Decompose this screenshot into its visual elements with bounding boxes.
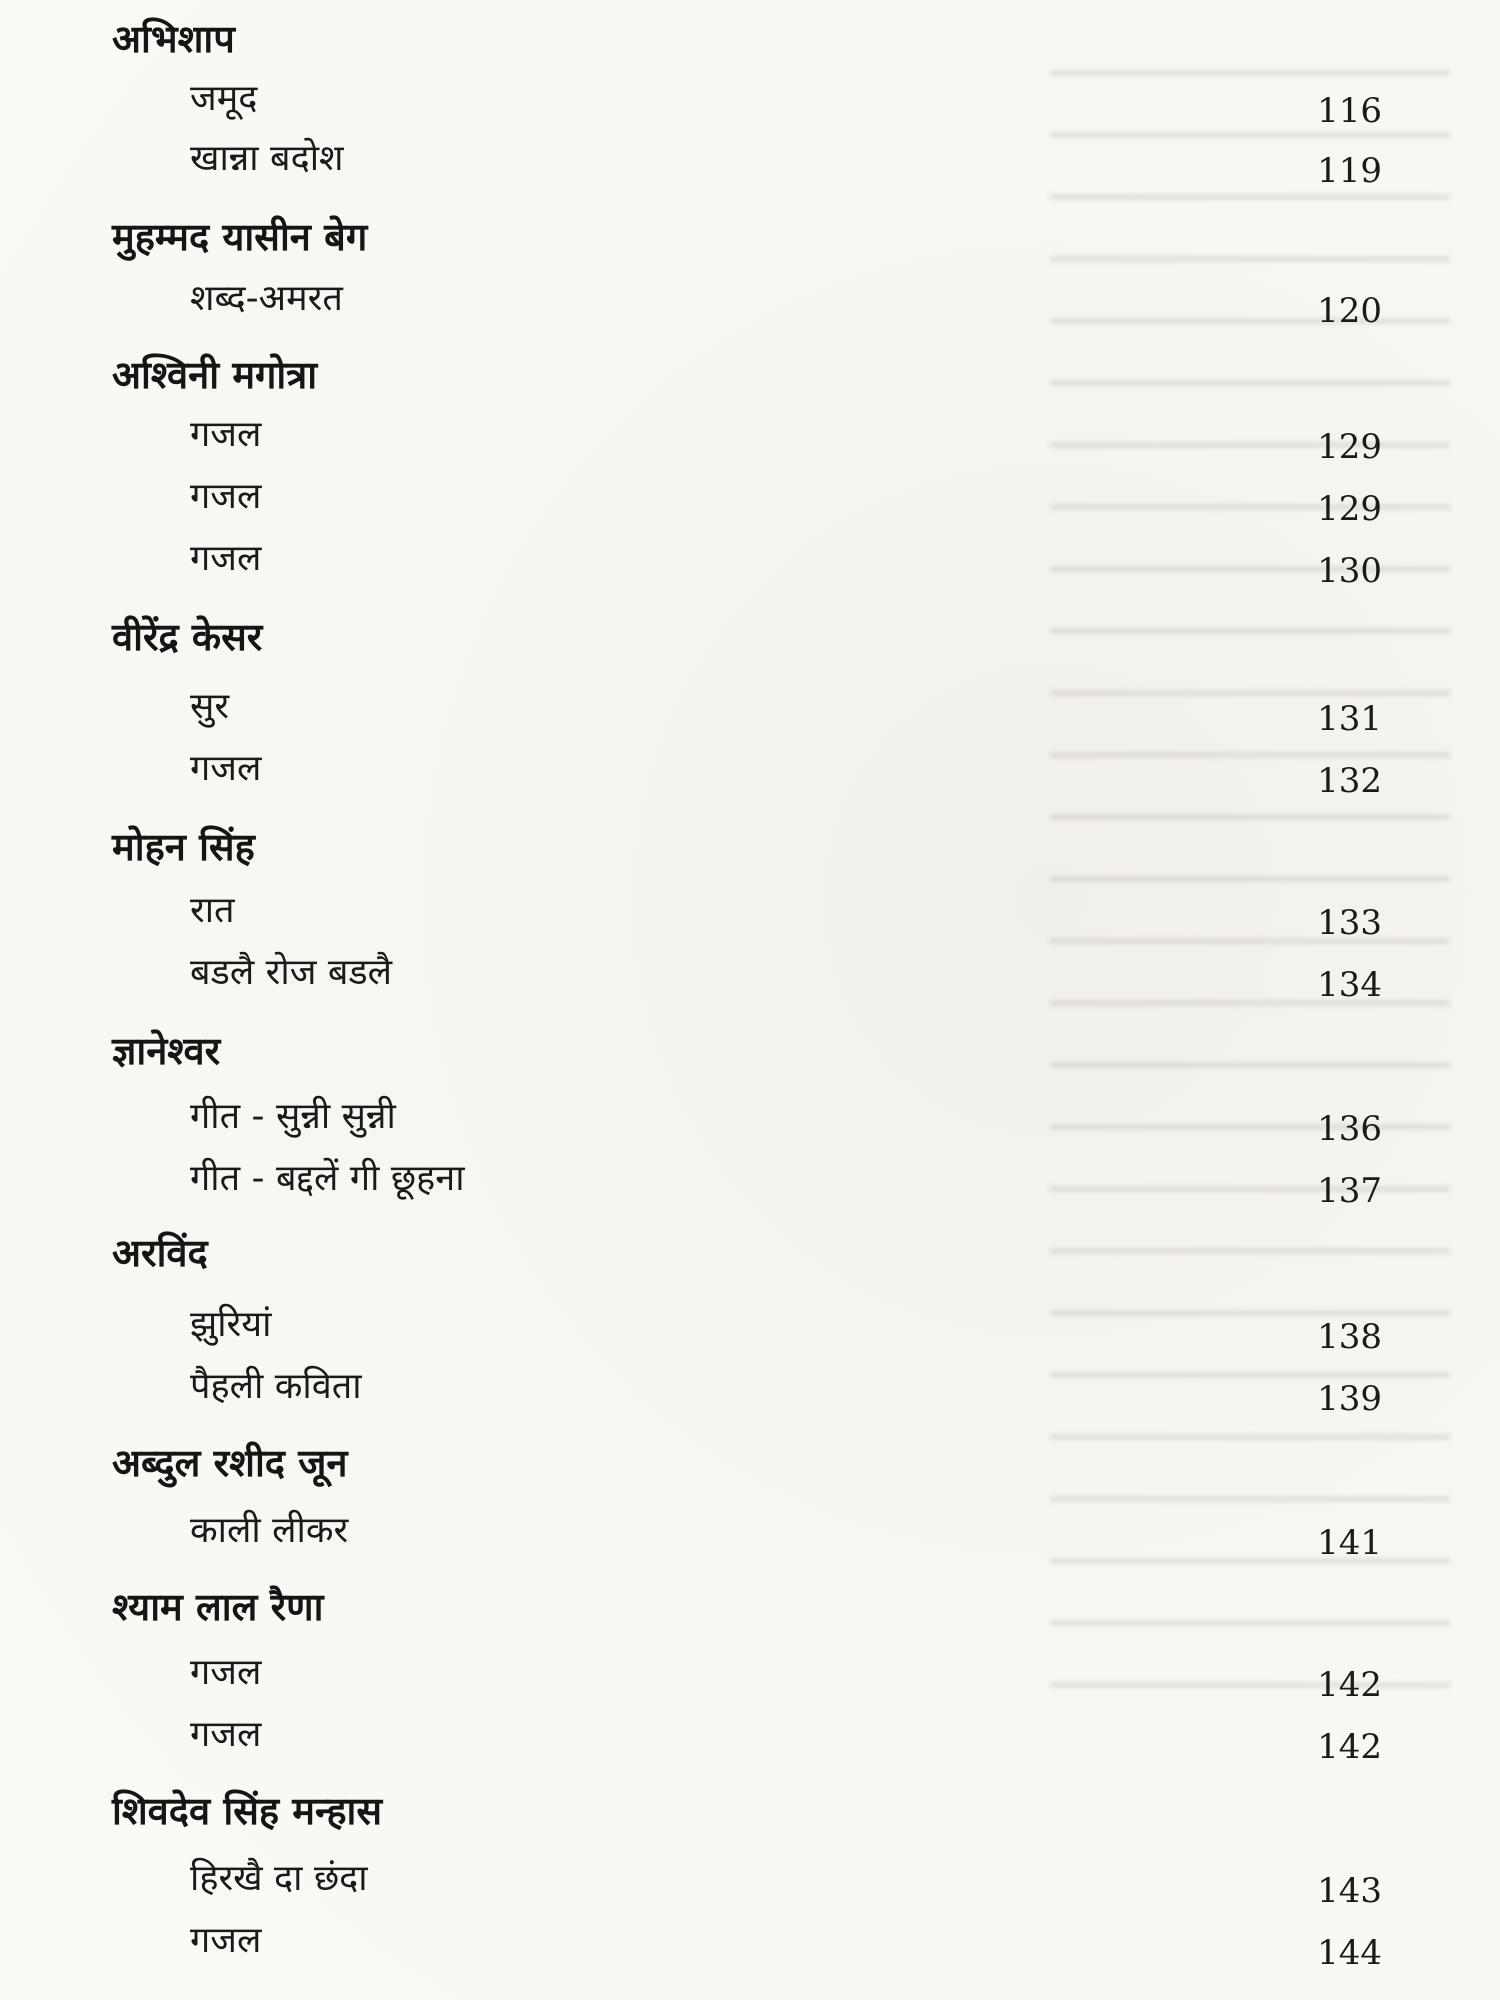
author-heading: अश्विनी मगोत्रा <box>112 353 318 397</box>
poem-title: शब्द-अमरत <box>190 278 343 319</box>
toc-entry <box>0 474 1500 536</box>
toc-entry <box>0 1156 1500 1218</box>
toc-entry <box>0 746 1500 808</box>
author-heading: श्याम लाल रैणा <box>112 1585 324 1629</box>
poem-title: खान्ना बदोश <box>190 138 344 179</box>
poem-title: गीत - सुन्नी सुन्नी <box>190 1096 396 1137</box>
page-number: 132 <box>1317 761 1382 801</box>
poem-title: गीत - बद्दलें गी छूहना <box>190 1158 465 1199</box>
page-number: 143 <box>1317 1871 1382 1911</box>
page-number: 134 <box>1317 965 1382 1005</box>
author-heading: मुहम्मद यासीन बेग <box>112 215 368 259</box>
toc-entry <box>0 412 1500 474</box>
author-heading: अब्दुल रशीद जून <box>112 1441 348 1485</box>
author-heading: अभिशाप <box>112 17 235 61</box>
poem-title: जमूद <box>190 78 258 119</box>
poem-title: गजल <box>190 414 262 455</box>
page-number: 120 <box>1317 291 1382 331</box>
toc-entry <box>0 1856 1500 1918</box>
toc-entry <box>0 76 1500 138</box>
author-heading: अरविंद <box>112 1231 208 1275</box>
page-number: 131 <box>1317 699 1382 739</box>
poem-title: पैहली कविता <box>190 1366 362 1407</box>
page-number: 142 <box>1317 1727 1382 1767</box>
poem-title: गजल <box>190 748 262 789</box>
page-number: 116 <box>1317 91 1382 131</box>
author-heading: मोहन सिंह <box>112 825 255 869</box>
page-number: 129 <box>1317 427 1382 467</box>
toc-entry <box>0 1650 1500 1712</box>
poem-title: सुर <box>190 686 230 727</box>
toc-entry <box>0 950 1500 1012</box>
toc-entry <box>0 276 1500 338</box>
page-number: 119 <box>1317 151 1382 191</box>
poem-title: बडलै रोज बडलै <box>190 952 393 993</box>
poem-title: गजल <box>190 1652 262 1693</box>
page-number: 144 <box>1317 1933 1382 1973</box>
poem-title: गजल <box>190 1920 262 1961</box>
author-heading: ज्ञानेश्वर <box>112 1029 221 1073</box>
page-number: 139 <box>1317 1379 1382 1419</box>
poem-title: रात <box>190 890 235 931</box>
toc-entry <box>0 1508 1500 1570</box>
poem-title: गजल <box>190 538 262 579</box>
page-number: 130 <box>1317 551 1382 591</box>
toc-entry <box>0 1094 1500 1156</box>
page-number: 137 <box>1317 1171 1382 1211</box>
page-number: 142 <box>1317 1665 1382 1705</box>
poem-title: गजल <box>190 476 262 517</box>
toc-entry <box>0 536 1500 598</box>
toc-entry <box>0 1712 1500 1774</box>
page-number: 129 <box>1317 489 1382 529</box>
poem-title: गजल <box>190 1714 262 1755</box>
author-heading: शिवदेव सिंह मन्हास <box>112 1789 383 1833</box>
page-number: 133 <box>1317 903 1382 943</box>
page-number: 138 <box>1317 1317 1382 1357</box>
toc-entry <box>0 1364 1500 1426</box>
toc-entry <box>0 1302 1500 1364</box>
toc-entry <box>0 136 1500 198</box>
poem-title: काली लीकर <box>190 1510 349 1551</box>
toc-entry <box>0 888 1500 950</box>
page-number: 136 <box>1317 1109 1382 1149</box>
poem-title: झुरियां <box>190 1304 272 1345</box>
page-number: 141 <box>1317 1523 1382 1563</box>
poem-title: हिरखै दा छंदा <box>190 1858 368 1899</box>
toc-entry <box>0 1918 1500 1980</box>
author-heading: वीरेंद्र केसर <box>112 615 263 659</box>
toc-entry <box>0 684 1500 746</box>
